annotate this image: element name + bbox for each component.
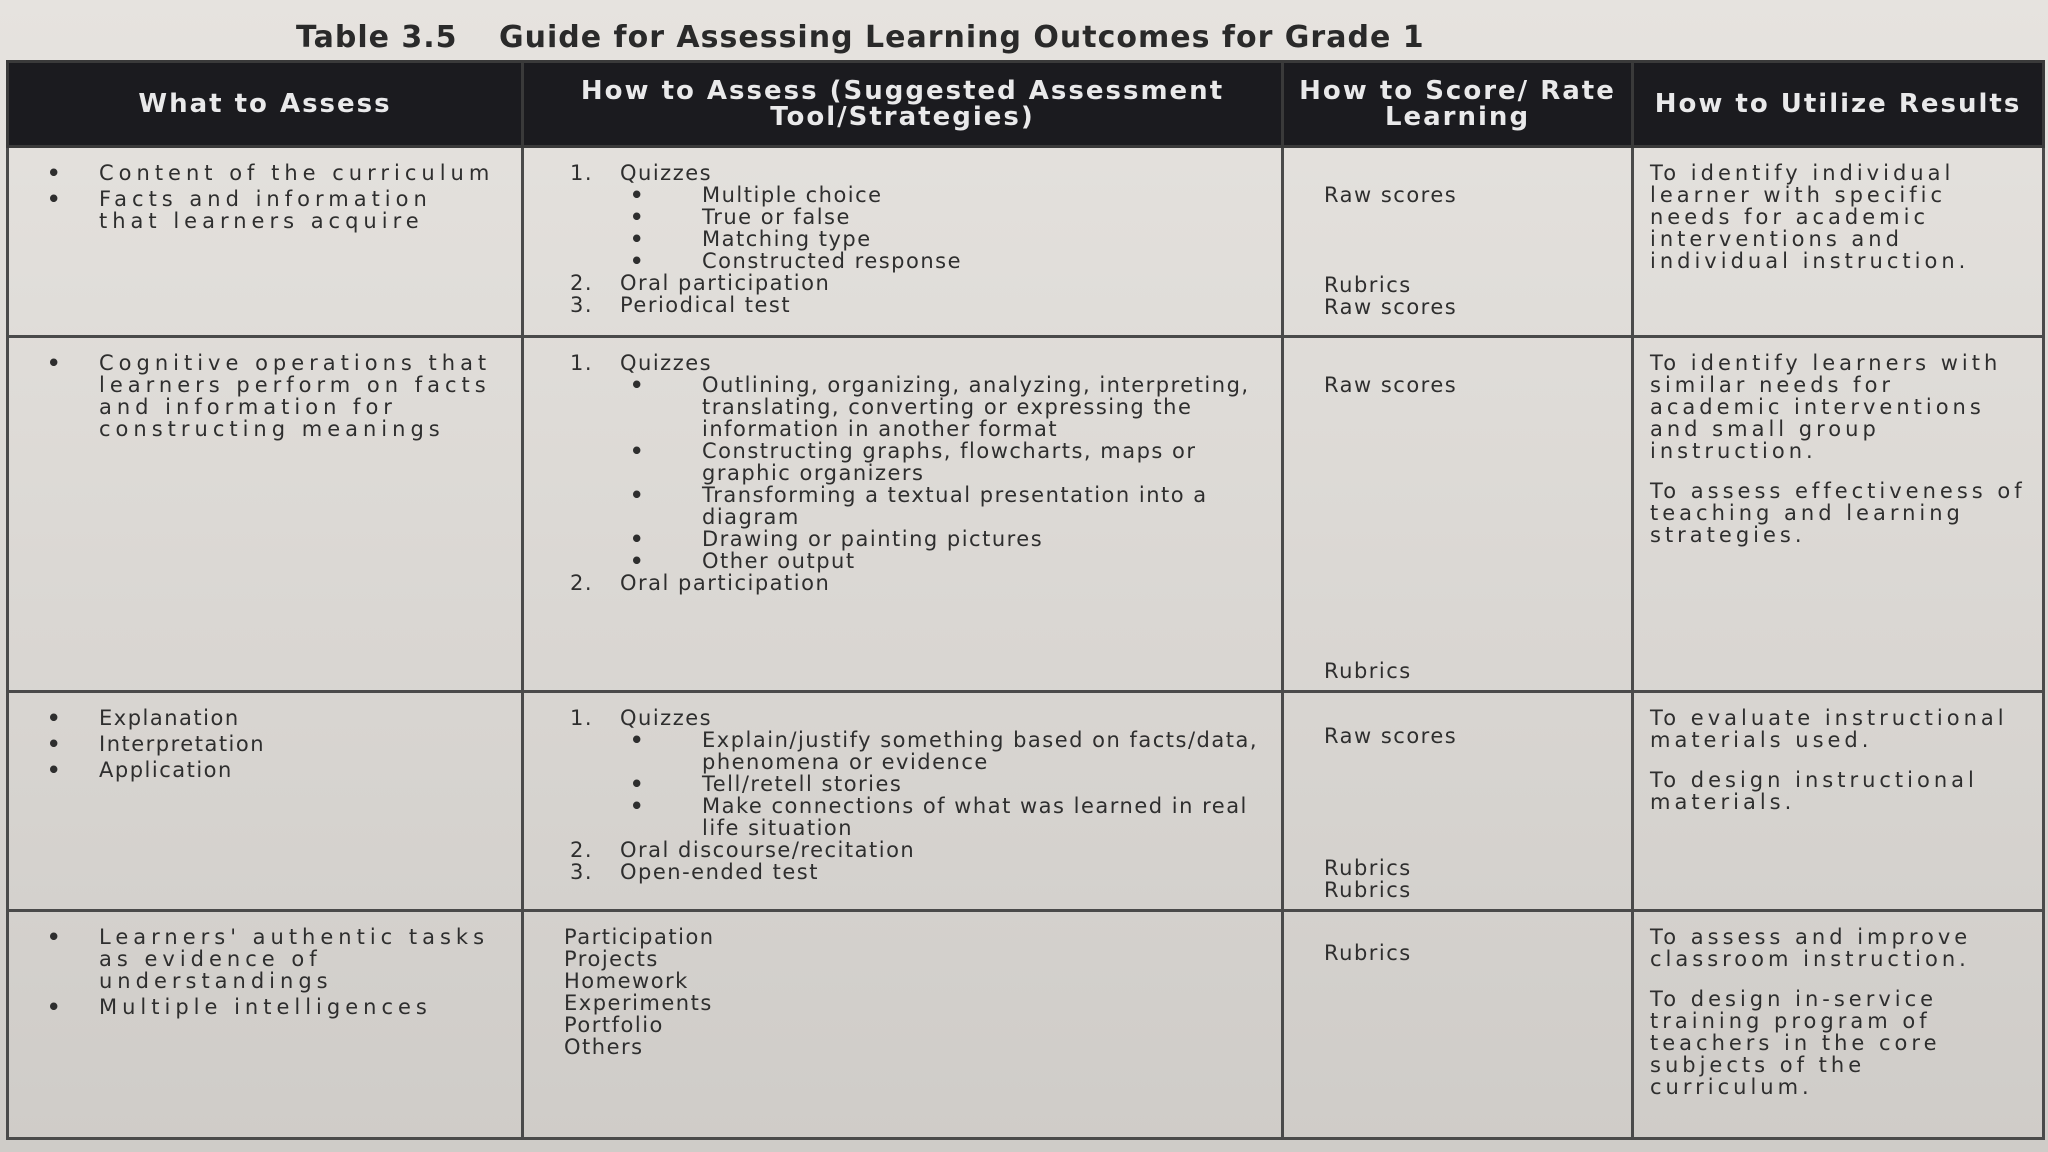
utilize-text: To identify learners with similar needs for academic interventions and small group instruction. [1650,351,2002,463]
cell-score [1283,692,1633,911]
list-item: • Tell/retell stories [620,773,1265,795]
cell-score [1283,337,1633,692]
table-number: Table 3.5 [296,20,458,55]
table-row [8,147,2044,337]
cell-what [8,337,523,692]
header-how-to-score: How to Score/ Rate Learning [1283,62,1633,147]
tool-item: 1. Quizzes • Explain/justify something based on facts/data, phenomena or evidence • Tell/retell stories • Make connections of what was learned in real life situation [540,707,1265,839]
cell-how [523,337,1283,692]
tool-item: 2. Oral discourse/recitation [570,838,916,862]
utilize-text: To design in-service training program of teachers in the core subjects of the curriculum. [1650,987,1941,1099]
score-value: Rubrics [1324,878,1412,902]
cell-utilize [1633,692,2044,911]
header-how-to-assess: How to Assess (Suggested Assessment Tool/Strategies) [523,62,1283,147]
cell-how [523,147,1283,337]
cell-utilize [1633,337,2044,692]
score-value: Raw scores [1324,295,1458,319]
list-item: • Matching type [620,228,1265,250]
utilize-text: To evaluate instructional materials used. [1650,706,2008,752]
cell-how [523,911,1283,1139]
list-item: • Drawing or painting pictures [620,528,1265,550]
header-what-to-assess: What to Assess [8,62,523,147]
cell-how [523,692,1283,911]
list-item: • True or false [620,206,1265,228]
list-item: Portfolio [564,1013,664,1037]
score-value: Rubrics [1324,273,1412,297]
tool-item: 2. Oral participation [570,271,831,295]
list-item: • Facts and information that learners acquire [25,188,505,232]
list-item: Projects [564,947,659,971]
cell-what [8,692,523,911]
list-item: • Multiple choice [620,184,1265,206]
cell-what [8,911,523,1139]
list-item: • Constructed response [620,250,1265,272]
list-item: • Learners' authentic tasks as evidence of understandings [25,926,505,992]
score-value: Raw scores [1324,183,1458,207]
list-item: • Make connections of what was learned in real life situation [620,795,1265,839]
table-row [8,911,2044,1139]
tool-item: 3. Periodical test [570,293,792,317]
cell-score [1283,911,1633,1139]
list-item: • Interpretation [25,733,505,755]
list-item: • Explanation [25,707,505,729]
assessment-guide-table [6,60,2045,1140]
score-value: Rubrics [1324,941,1412,965]
list-item: Homework [564,969,689,993]
table-header-row [8,62,2044,147]
list-item: • Application [25,759,505,781]
score-value: Rubrics [1324,659,1412,683]
list-item: • Content of the curriculum [25,162,505,184]
tool-item: 2. Oral participation [570,571,831,595]
list-item: Experiments [564,991,713,1015]
cell-what [8,147,523,337]
cell-utilize [1633,911,2044,1139]
header-how-to-utilize: How to Utilize Results [1633,62,2044,147]
table-row [8,337,2044,692]
tool-item: 3. Open-ended test [570,860,819,884]
list-item: • Cognitive operations that learners perform on facts and information for constructing meanings [25,352,505,440]
score-value: Raw scores [1324,724,1458,748]
cell-score [1283,147,1633,337]
list-item: • Multiple intelligences [25,996,505,1018]
score-value: Rubrics [1324,856,1412,880]
utilize-text: To assess and improve classroom instruction. [1650,925,1972,971]
utilize-text: To design instructional materials. [1650,768,1978,814]
utilize-text: To assess effectiveness of teaching and learning strategies. [1650,479,2026,547]
tool-item: 1. Quizzes • Multiple choice • True or false • Matching type • Constructed response [540,162,1265,272]
score-value: Raw scores [1324,373,1458,397]
utilize-text: To identify individual learner with specific needs for academic interventions and individual instruction. [1650,161,1970,273]
list-item: Others [564,1035,644,1059]
table-row [8,692,2044,911]
list-item: Participation [564,925,715,949]
table-caption: Guide for Assessing Learning Outcomes for Grade 1 [499,20,1425,55]
list-item: • Other output [620,550,1265,572]
list-item: • Constructing graphs, flowcharts, maps or graphic organizers [620,440,1265,484]
tool-item: 1. Quizzes • Outlining, organizing, analyzing, interpreting, translating, converting or expressing the information in another format • Constructing graphs, flowcharts, maps or graphic organizers • Transforming a textual presentation into a diagram • Drawing or painting pictures • Other output [540,352,1265,572]
cell-utilize [1633,147,2044,337]
table-title [296,20,1796,55]
list-item: • Explain/justify something based on facts/data, phenomena or evidence [620,729,1265,773]
list-item: • Transforming a textual presentation into a diagram [620,484,1265,528]
list-item: • Outlining, organizing, analyzing, interpreting, translating, converting or expressing the information in another format [620,374,1265,440]
